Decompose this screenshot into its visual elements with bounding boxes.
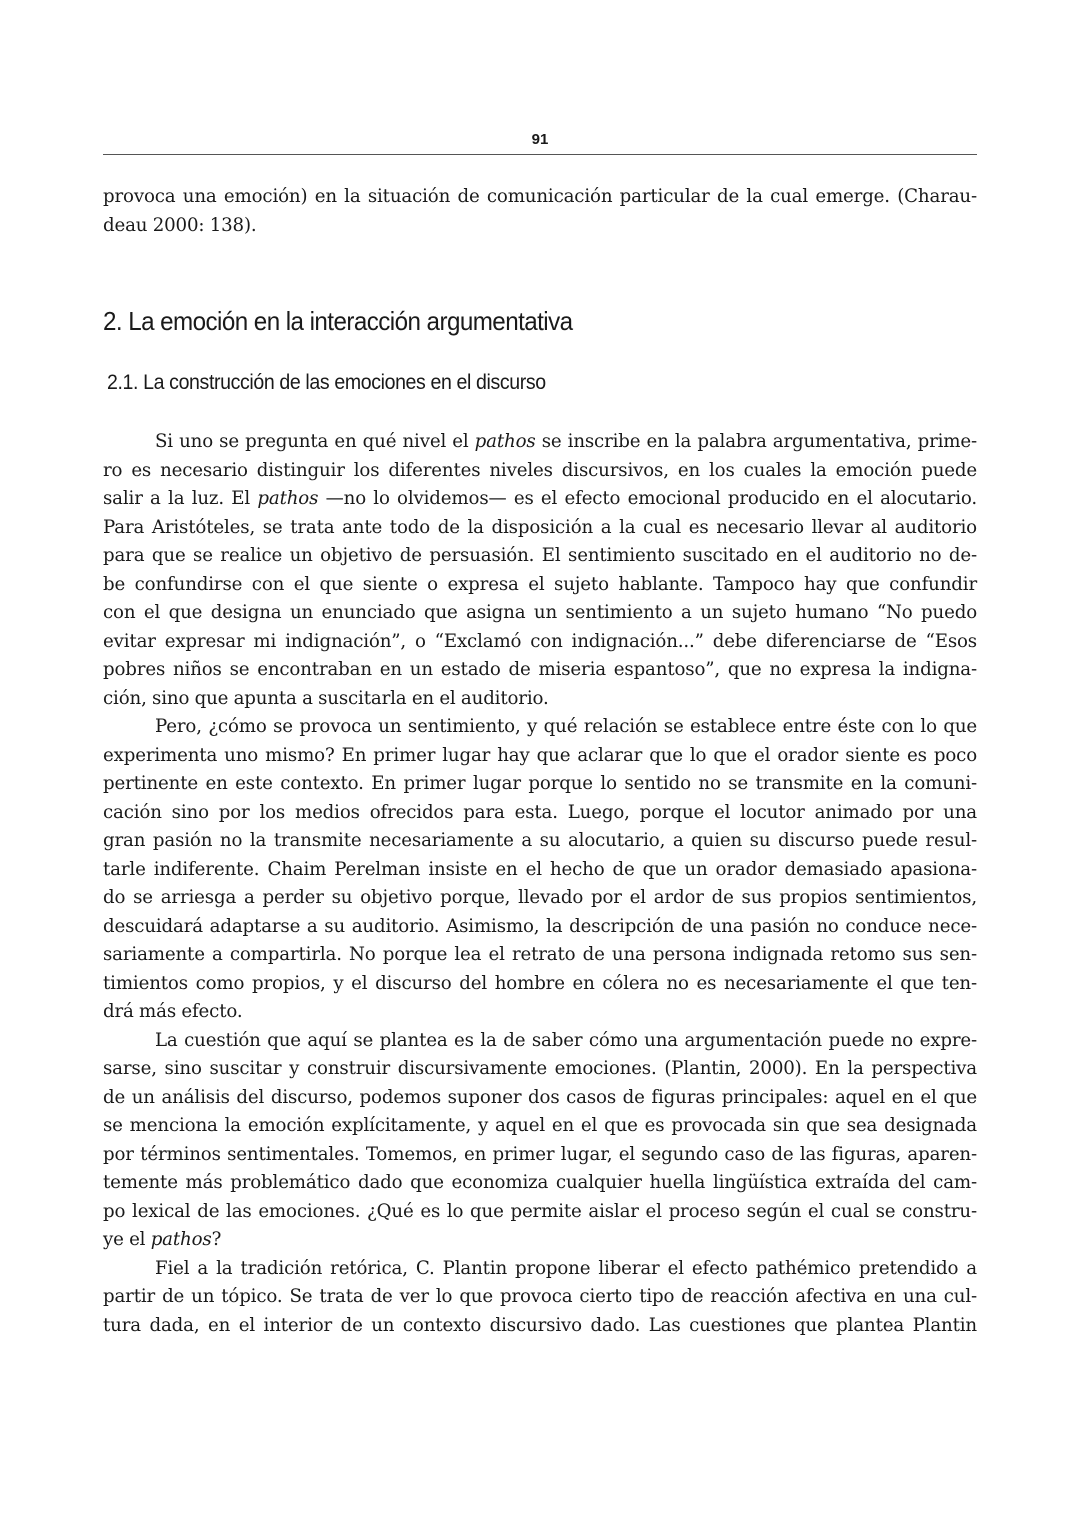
text-line [103, 628, 977, 657]
body-paragraph [103, 1255, 977, 1341]
body-content [103, 428, 977, 1340]
text-run: pobres niños se encontraban en un estado de miseria espantoso”, que no expresa la indigna- [103, 659, 977, 680]
text-line [103, 770, 977, 799]
text-line [103, 998, 977, 1027]
text-run: sarse, sino suscitar y construir discursivamente emociones. (Plantin, 2000). En la perspectiva [103, 1058, 977, 1079]
text-run: —no lo olvidemos— es el efecto emocional producido en el alocutario. [318, 488, 977, 509]
text-line [103, 542, 977, 571]
text-line [103, 457, 977, 486]
text-run: cación sino por los medios ofrecidos para esta. Luego, porque el locutor animado por una [103, 801, 977, 823]
text-run: con el que designa un enunciado que asigna un sentimiento a un sujeto humano “No puedo [103, 602, 977, 623]
text-run: do se arriesga a perder su objetivo porque, llevado por el ardor de sus propios sentimientos, [103, 887, 977, 908]
text-run: La cuestión que aquí se plantea es la de saber cómo una argumentación puede no expre- [155, 1029, 977, 1051]
page-number: 91 [531, 131, 549, 148]
text-line [103, 685, 977, 714]
text-run: drá más efecto. [103, 1001, 243, 1022]
text-line [103, 514, 977, 543]
text-line [103, 827, 977, 856]
text-line [103, 1112, 977, 1141]
text-line [103, 856, 977, 885]
text-run: ro es necesario distinguir los diferentes niveles discursivos, en los cuales la emoción puede [103, 459, 977, 481]
text-line [103, 1084, 977, 1113]
italic-term: pathos [474, 431, 536, 452]
text-run: gran pasión no la transmite necesariamente a su alocutario, a quien su discurso puede resul- [103, 830, 977, 851]
text-line [103, 913, 977, 942]
italic-term: pathos [150, 1229, 212, 1250]
text-line [103, 571, 977, 600]
carryover-paragraph [103, 183, 977, 240]
text-line [103, 1226, 977, 1255]
text-run: tura dada, en el interior de un contexto discursivo dado. Las cuestiones que plantea Plantin [103, 1314, 977, 1336]
text-run: ye el [103, 1229, 151, 1250]
text-line [103, 1283, 977, 1312]
text-line [103, 970, 977, 999]
text-run: ? [211, 1229, 222, 1250]
text-run: timientos como propios, y el discurso del hombre en cólera no es necesariamente el que ten- [103, 972, 977, 994]
text-run: experimenta uno mismo? En primer lugar hay que aclarar que lo que el orador siente es poco [103, 744, 977, 766]
text-line [103, 799, 977, 828]
text-run: sariamente a compartirla. No porque lea el retrato de una persona indignada retomo sus sen- [103, 944, 977, 965]
italic-term: pathos [257, 488, 319, 509]
text-run: temente más problemático dado que economiza cualquier huella lingüística extraída del cam- [103, 1172, 977, 1193]
text-run: descuidará adaptarse a su auditorio. Asimismo, la descripción de una pasión no conduce nece- [103, 915, 977, 937]
text-run: pertinente en este contexto. En primer lugar porque lo sentido no se transmite en la comuni- [103, 773, 977, 794]
body-paragraph [103, 428, 977, 713]
subsection-heading: 2.1. La construcción de las emociones en el discurso [107, 371, 546, 394]
text-run: Para Aristóteles, se trata ante todo de la disposición a la cual es necesario llevar al auditorio [103, 516, 977, 538]
text-run: se menciona la emoción explícitamente, y aquel en el que es provocada sin que sea designada [103, 1115, 977, 1136]
text-line [103, 1255, 977, 1284]
text-line [103, 485, 977, 514]
text-line [103, 742, 977, 771]
text-run: salir a la luz. El [103, 488, 258, 509]
text-run: de un análisis del discurso, podemos suponer dos casos de figuras principales: aquel en el que [103, 1086, 977, 1108]
text-run: tarle indiferente. Chaim Perelman insiste en el hecho de que un orador demasiado apasiona- [103, 858, 977, 880]
text-run: Si uno se pregunta en qué nivel el [155, 431, 475, 452]
text-line [103, 428, 977, 457]
text-run: ción, sino que apunta a suscitarla en el auditorio. [103, 687, 549, 709]
text-run: evitar expresar mi indignación”, o “Exclamó con indignación...” debe diferenciarse de “Esos [103, 630, 977, 652]
text-run: Pero, ¿cómo se provoca un sentimiento, y qué relación se establece entre éste con lo que [155, 716, 977, 737]
text-line [103, 1312, 977, 1341]
header-rule [103, 154, 977, 155]
text-line: deau 2000: 138). [103, 214, 257, 236]
text-run: se inscribe en la palabra argumentativa, prime- [535, 431, 978, 452]
body-paragraph [103, 713, 977, 1027]
text-run: para que se realice un objetivo de persuasión. El sentimiento suscitado en el auditorio no de- [103, 545, 977, 566]
text-line [103, 1198, 977, 1227]
text-run: partir de un tópico. Se trata de ver lo que provoca cierto tipo de reacción afectiva en una cul- [103, 1286, 977, 1307]
text-line [103, 941, 977, 970]
section-heading: 2. La emoción en la interacción argumentativa [103, 306, 573, 336]
text-line: provoca una emoción) en la situación de comunicación particular de la cual emerge. (Charau- [103, 186, 977, 207]
text-line [103, 1169, 977, 1198]
text-line [103, 1055, 977, 1084]
text-line [103, 599, 977, 628]
body-paragraph [103, 1027, 977, 1255]
text-line [103, 884, 977, 913]
text-line [103, 1141, 977, 1170]
text-run: por términos sentimentales. Tomemos, en primer lugar, el segundo caso de las figuras, aparen- [103, 1143, 977, 1165]
text-run: be confundirse con el que siente o expresa el sujeto hablante. Tampoco hay que confundir [103, 573, 977, 595]
text-line [103, 656, 977, 685]
text-line [103, 1027, 977, 1056]
text-line [103, 713, 977, 742]
text-run: po lexical de las emociones. ¿Qué es lo que permite aislar el proceso según el cual se constru- [103, 1200, 977, 1222]
text-run: Fiel a la tradición retórica, C. Plantin propone liberar el efecto pathémico pretendido a [155, 1257, 977, 1279]
